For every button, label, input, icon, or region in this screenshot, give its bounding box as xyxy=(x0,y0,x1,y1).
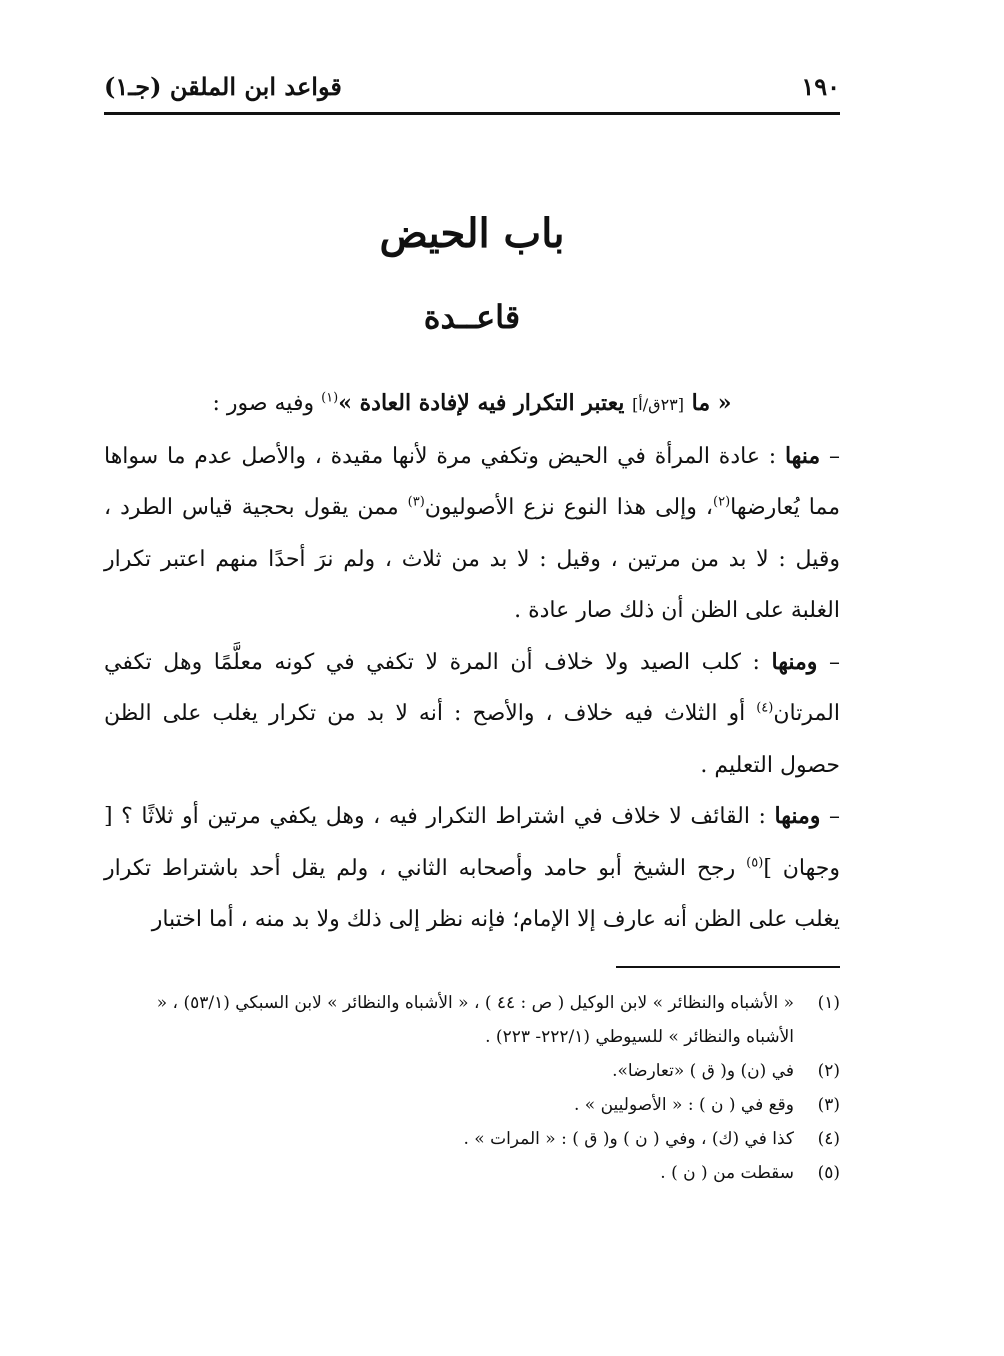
section-title: قاعــدة xyxy=(423,298,521,336)
manuscript-reference: [٢٣ق/أ] xyxy=(632,395,684,414)
paragraph-text: : كلب الصيد ولا خلاف أن المرة لا تكفي في كونه معلَّمًا وهل تكفي المرتان xyxy=(104,649,840,726)
paragraph-text: : القائف لا خلاف في اشتراط التكرار فيه ، وهل يكفي مرتين أو ثلاثًا ؟ [ وجهان ] xyxy=(104,804,840,881)
footnote-text: في (ن) و( ق ) «تعارضا». xyxy=(612,1061,794,1081)
page-number: ١٩٠ xyxy=(801,71,840,101)
header-divider xyxy=(104,112,840,115)
rule-text: يعتبر التكرار فيه لإفادة العادة » xyxy=(338,390,633,416)
footnote-marker-2: (٢) xyxy=(713,494,731,510)
rule-statement xyxy=(104,378,840,431)
paragraph-dash: – xyxy=(817,649,840,675)
paragraph-text: ممن يقول بحجية قياس الطرد ، وقيل : لا بد من مرتين ، وقيل : لا بد من ثلاث ، ولم نرَ أحدًا منهم اعتبر تكرار الغلبة على الظن أن ذلك صار عادة . xyxy=(104,495,840,623)
footnote-number: (٥) xyxy=(817,1163,840,1183)
paragraph-lead: منها xyxy=(784,442,821,469)
chapter-title: باب الحيض xyxy=(379,210,565,257)
footnote-text: وقع في ( ن ) : « الأصوليين » . xyxy=(573,1095,794,1115)
paragraph-text: أو الثلاث فيه خلاف ، والأصح : أنه لا بد من تكرار يغلب على الظن حصول التعليم . xyxy=(104,701,840,778)
footnote-item xyxy=(104,1054,840,1088)
footnote-marker-5: (٥) xyxy=(746,855,764,871)
footnote-item xyxy=(104,1122,840,1156)
footnote-number: (١) xyxy=(817,993,840,1013)
footnote-text: « الأشباه والنظائر » لابن الوكيل ( ص : ٤٤ ) ، « الأشباه والنظائر » لابن السبكي (٥٣/١) ، « الأشباه والنظائر » للسيوطي (٢٢٢/١- ٢٢٣) . xyxy=(156,993,794,1047)
footnote-marker-4: (٤) xyxy=(756,700,774,716)
paragraph-2 xyxy=(104,637,840,792)
footnote-text: كذا في (ك) ، وفي ( ن ) و( ق ) : « المرات » . xyxy=(463,1129,794,1149)
footnote-divider xyxy=(616,966,840,968)
paragraph-dash: – xyxy=(820,804,840,829)
paragraph-dash: – xyxy=(820,443,840,469)
footnote-marker-3: (٣) xyxy=(407,494,425,510)
running-header xyxy=(104,58,840,114)
rule-open: « ما xyxy=(684,390,732,416)
book-title: قواعد ابن الملقن (جـ١) xyxy=(104,71,342,101)
paragraph-1 xyxy=(104,431,840,637)
footnote-number: (٢) xyxy=(817,1061,840,1081)
paragraph-lead: ومنها xyxy=(771,648,818,675)
body-text xyxy=(104,378,840,946)
footnote-number: (٤) xyxy=(817,1129,840,1149)
footnotes xyxy=(104,986,840,1190)
footnote-marker-1: (١) xyxy=(321,390,339,406)
paragraph-text: ، وإلى هذا النوع نزع الأصوليون xyxy=(424,495,714,520)
paragraph-text: رجح الشيخ أبو حامد وأصحابه الثاني ، ولم يقل أحد باشتراط تكرار يغلب على الظن أنه عارف إلا الإمام؛ فإنه نظر إلى ذلك ولا بد منه ، أما اختبار xyxy=(104,855,840,932)
footnote-item xyxy=(104,1156,840,1190)
footnote-item xyxy=(104,986,840,1054)
footnote-text: سقطت من ( ن ) . xyxy=(660,1163,794,1183)
paragraph-text: : عادة المرأة في الحيض وتكفي مرة لأنها مقيدة ، والأصل عدم ما سواها مما يُعارضها xyxy=(104,443,840,520)
rule-tail: وفيه صور : xyxy=(212,391,322,416)
footnote-item xyxy=(104,1088,840,1122)
paragraph-3 xyxy=(104,791,840,946)
footnote-number: (٣) xyxy=(817,1095,840,1115)
paragraph-lead: ومنها xyxy=(774,803,821,829)
